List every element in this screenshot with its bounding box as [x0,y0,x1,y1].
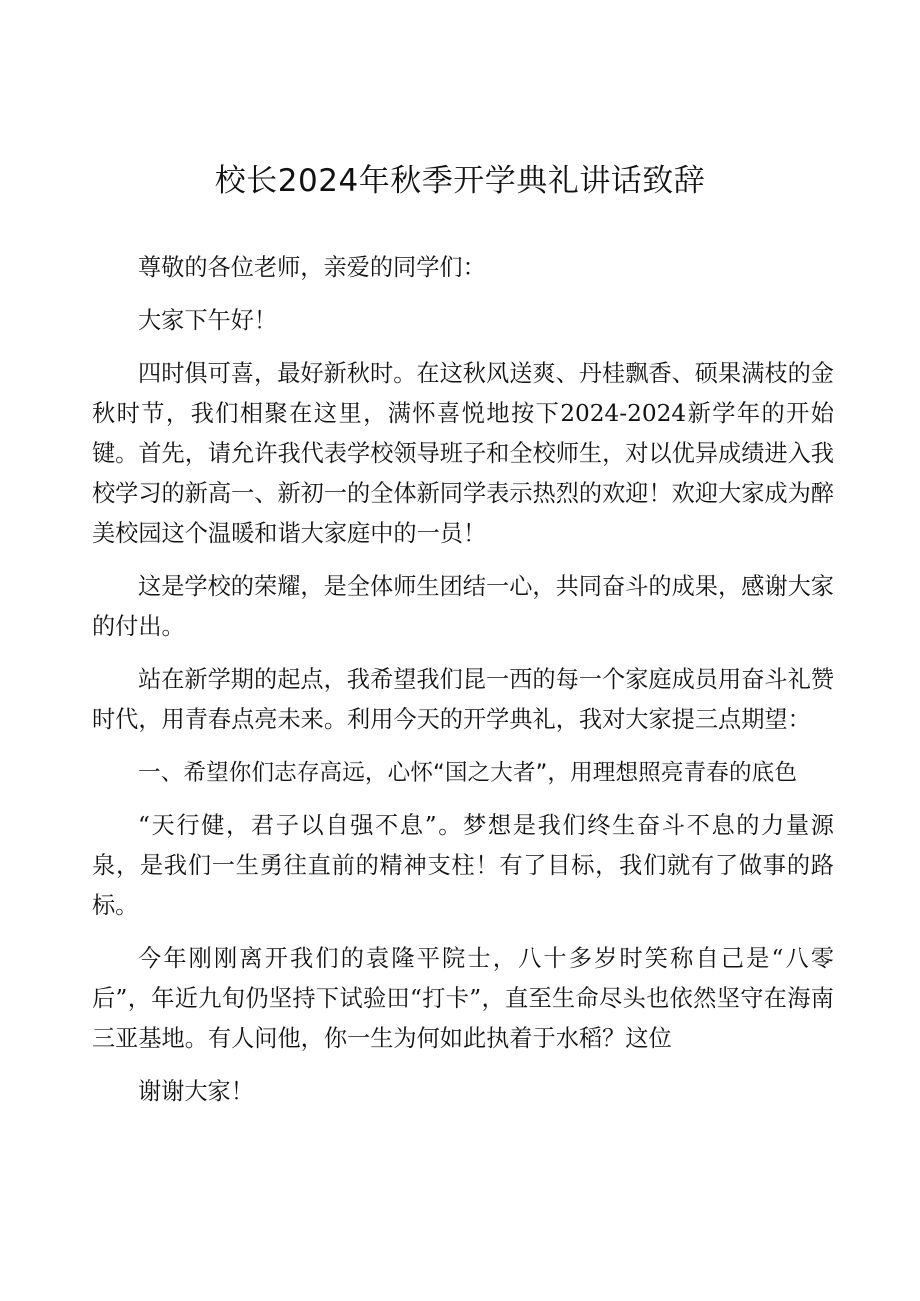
greeting: 大家下午好！ [138,307,278,334]
closing: 谢谢大家！ [138,1078,254,1105]
paragraph-quote: “天行健，君子以自强不息”。梦想是我们终生奋斗不息的力量源泉，是我们一生勇往直前的精神支柱！有了目标，我们就有了做事的路标。 [92,812,834,919]
salutation: 尊敬的各位老师，亲爱的同学们： [138,254,486,281]
document-body [92,248,834,1125]
paragraph-yuan-longping: 今年刚刚离开我们的袁隆平院士，八十多岁时笑称自己是“八零后”，年近九旬仍坚持下试验田“打卡”，直至生命尽头也依然坚守在海南三亚基地。有人问他，你一生为何如此执着于水稻？这位 [92,945,834,1052]
paragraph-expectations: 站在新学期的起点，我希望我们昆一西的每一个家庭成员用奋斗礼赞时代，用青春点亮未来。利用今天的开学典礼，我对大家提三点期望： [92,666,834,733]
section-heading-1: 一、希望你们志存高远，心怀“国之大者”，用理想照亮青春的底色 [138,760,798,786]
document-title: 校长2024年秋季开学典礼讲话致辞 [214,163,706,199]
paragraph-welcome: 四时俱可喜，最好新秋时。在这秋风送爽、丹桂飘香、硕果满枝的金秋时节，我们相聚在这里，满怀喜悦地按下2024-2024新学年的开始键。首先，请允许我代表学校领导班子和全校师生，对以优异成绩进入我校学习的新高一、新初一的全体新同学表示热烈的欢迎！欢迎大家成为醉美校园这个温暖和谐大家庭中的一员！ [92,360,834,547]
paragraph-thanks: 这是学校的荣耀，是全体师生团结一心，共同奋斗的成果，感谢大家的付出。 [92,573,834,640]
